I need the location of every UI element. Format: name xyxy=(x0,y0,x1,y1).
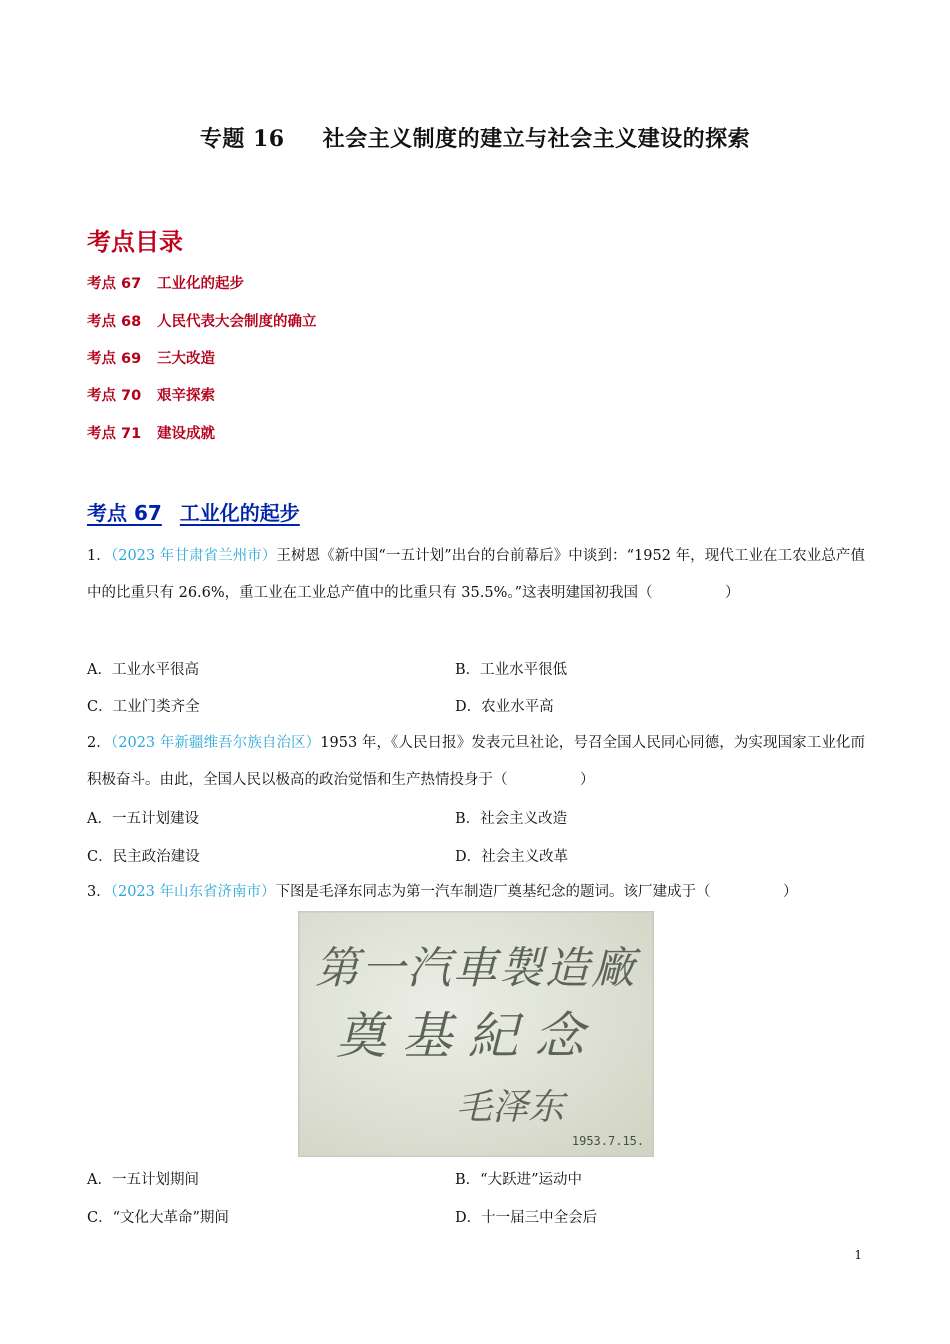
toc-item-num: 考点 69 xyxy=(87,351,142,367)
question-2-option-b[interactable]: B．社会主义改造 xyxy=(455,811,568,827)
toc-item-68[interactable] xyxy=(87,310,317,331)
question-1-option-d[interactable]: D．农业水平高 xyxy=(455,699,554,715)
inscription-line-1: 第一汽車製造廠 xyxy=(315,943,637,994)
toc-item-num: 考点 71 xyxy=(87,426,142,442)
question-2 xyxy=(87,725,865,799)
section-label: 工业化的起步 xyxy=(179,501,300,525)
question-3 xyxy=(87,874,865,911)
question-index: 3． xyxy=(87,884,111,900)
question-1-option-a[interactable]: A．工业水平很高 xyxy=(87,662,199,678)
question-1-option-c[interactable]: C．工业门类齐全 xyxy=(87,699,200,715)
inscription-svg xyxy=(298,911,654,1157)
question-1 xyxy=(87,538,865,612)
section-num: 考点 67 xyxy=(87,501,162,525)
title-topic: 专题 16 xyxy=(199,126,285,152)
page-title xyxy=(0,122,950,153)
toc-item-69[interactable] xyxy=(87,347,215,368)
question-index: 1． xyxy=(87,548,111,564)
section-heading xyxy=(87,497,300,526)
toc-item-num: 考点 68 xyxy=(87,314,142,330)
toc-item-label: 人民代表大会制度的确立 xyxy=(157,314,317,330)
inscription-signature: 毛泽东 xyxy=(455,1087,565,1128)
question-3-option-a[interactable]: A．一五计划期间 xyxy=(87,1172,199,1188)
title-name: 社会主义制度的建立与社会主义建设的探索 xyxy=(322,126,751,152)
inscription-photo xyxy=(298,911,654,1157)
question-text: 下图是毛泽东同志为第一汽车制造厂奠基纪念的题词。该厂建成于（ ） xyxy=(275,884,798,900)
question-3-option-c[interactable]: C．“文化大革命”期间 xyxy=(87,1210,229,1226)
question-2-option-a[interactable]: A．一五计划建设 xyxy=(87,811,199,827)
question-index: 2． xyxy=(87,735,111,751)
inscription-line-2: 奠基紀念 xyxy=(336,1007,600,1065)
inscription-date: 1953.7.15. xyxy=(571,1134,645,1148)
question-3-option-d[interactable]: D．十一届三中全会后 xyxy=(455,1210,598,1226)
question-text: 1953 年，《人民日报》发表元旦社论，号召全国人民同心同德，为实现国家工业化而积极奋斗。由此，全国人民以极高的政治觉悟和生产热情投身于（ ） xyxy=(87,735,866,788)
toc-item-label: 艰辛探索 xyxy=(157,388,215,404)
question-source: （2023 年新疆维吾尔族自治区） xyxy=(110,735,321,751)
question-source: （2023 年甘肃省兰州市） xyxy=(110,548,277,564)
question-2-option-d[interactable]: D．社会主义改革 xyxy=(455,849,569,865)
toc-item-num: 考点 67 xyxy=(87,276,142,292)
toc-item-num: 考点 70 xyxy=(87,388,142,404)
toc-item-67[interactable] xyxy=(87,272,244,293)
question-source: （2023 年山东省济南市） xyxy=(110,884,276,900)
question-text: 王树恩《新中国“一五计划”出台的台前幕后》中谈到：“1952 年，现代工业在工农业总产值中的比重只有 26.6%，重工业在工业总产值中的比重只有 35.5%。”这表明建国初我国（ ） xyxy=(87,548,866,601)
toc-item-label: 建设成就 xyxy=(157,426,215,442)
toc-heading: 考点目录 xyxy=(87,228,183,256)
page-number: 1 xyxy=(854,1248,862,1262)
question-2-option-c[interactable]: C．民主政治建设 xyxy=(87,849,200,865)
toc-item-71[interactable] xyxy=(87,422,215,443)
question-3-option-b[interactable]: B．“大跃进”运动中 xyxy=(455,1172,582,1188)
toc-item-70[interactable] xyxy=(87,384,215,405)
question-1-option-b[interactable]: B．工业水平很低 xyxy=(455,662,568,678)
toc-item-label: 三大改造 xyxy=(157,351,215,367)
toc-item-label: 工业化的起步 xyxy=(157,276,244,292)
